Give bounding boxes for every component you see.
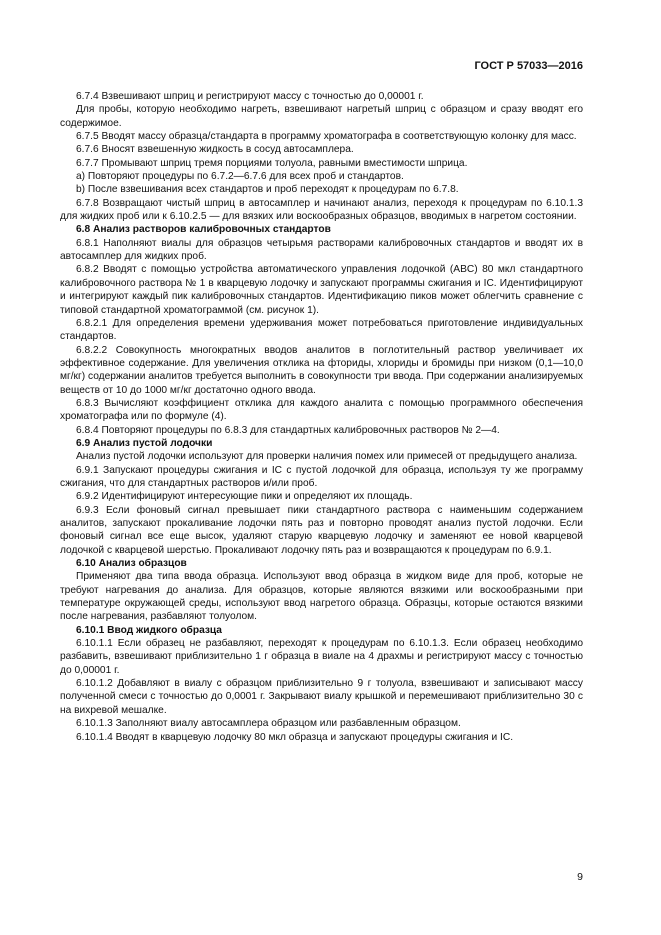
paragraph: Для пробы, которую необходимо нагреть, взвешивают нагретый шприц с образцом и сразу вводят его содержимое. bbox=[60, 104, 583, 129]
paragraph: 6.8.2 Вводят с помощью устройства автоматического управления лодочкой (ABC) 80 мкл стандартного калибровочного раствора № 1 в кварцевую лодочку и запускают программы сжигания и IC. Идентифицируют и интегрируют каждый пик калибровочных стандартов. Идентификацию пиков может облегчить сравнение с типовой стандартной хроматограммой (см. рисунок 1). bbox=[60, 264, 583, 316]
section-heading-6-9: 6.9 Анализ пустой лодочки bbox=[76, 437, 213, 449]
paragraph: Анализ пустой лодочки используют для проверки наличия помех или примесей от предыдущего анализа. bbox=[76, 451, 578, 463]
paragraph: 6.8.2.1 Для определения времени удерживания может потребоваться приготовление индивидуальных стандартов. bbox=[60, 317, 583, 343]
paragraph: 6.9.1 Запускают процедуры сжигания и IC с пустой лодочкой для образца, используя ту же программу сжигания, что для стандартных растворов и/или проб. bbox=[60, 464, 583, 489]
paragraph: 6.9.2 Идентифицируют интересующие пики и определяют их площадь. bbox=[76, 491, 413, 503]
paragraph: b) После взвешивания всех стандартов и проб переходят к процедурам по 6.7.8. bbox=[76, 184, 459, 196]
document-body bbox=[60, 90, 583, 744]
paragraph: Применяют два типа ввода образца. Используют ввод образца в жидком виде для проб, которые не требуют нагревания до анализа. Для образцов, которые являются вязкими или воскообразными при температуре окружающей среды, используют ввод нагретого образца. Образцы, которые остаются вязкими после нагревания, разбавляют толуолом. bbox=[60, 571, 583, 623]
paragraph: 6.8.4 Повторяют процедуры по 6.8.3 для стандартных калибровочных растворов № 2—4. bbox=[76, 424, 500, 436]
paragraph: 6.10.1.1 Если образец не разбавляют, переходят к процедурам по 6.10.1.3. Если образец необходимо разбавить, взвешивают приблизительно 1 г образца в виале на 4 драхмы и регистрируют массу с точностью до 0,00001 г. bbox=[60, 638, 583, 676]
paragraph: 6.7.5 Вводят массу образца/стандарта в программу хроматографа в соответствующую колонку для масс. bbox=[76, 131, 577, 143]
standard-id-header: ГОСТ Р 57033—2016 bbox=[474, 60, 583, 72]
paragraph: 6.9.3 Если фоновый сигнал превышает пики стандартного раствора с наименьшим содержанием аналитов, запускают прокаливание лодочки пять раз и повторно проводят анализ пустой лодочки. Если фоновый сигнал все еще высок, удаляют старую кварцевую лодочку и заменяют ее новой кварцевой лодочкой с кварцевой шерстью. Прокаливают лодочку пять раз и возвращаются к процедурам по 6.9.1. bbox=[60, 504, 583, 556]
paragraph: а) Повторяют процедуры по 6.7.2—6.7.6 для всех проб и стандартов. bbox=[76, 171, 404, 183]
paragraph: 6.7.7 Промывают шприц тремя порциями толуола, равными вместимости шприца. bbox=[76, 157, 468, 169]
paragraph: 6.8.3 Вычисляют коэффициент отклика для каждого аналита с помощью программного обеспечения хроматографа или по формуле (4). bbox=[60, 397, 583, 423]
paragraph: 6.8.2.2 Совокупность многократных вводов аналитов в поглотительный раствор увеличивает их эффективное содержание. Для увеличения отклика на фториды, хлориды и бромиды при низком (0,1—10,0 мг/кг) содержании аналитов требуется выполнить в совокупности три ввода. При содержании анализируемых веществ от 10 до 1000 мг/кг достаточно одного ввода. bbox=[60, 344, 583, 396]
paragraph: 6.7.6 Вносят взвешенную жидкость в сосуд автосамплера. bbox=[76, 144, 354, 156]
page-number: 9 bbox=[577, 871, 583, 883]
paragraph: 6.10.1.3 Заполняют виалу автосамплера образцом или разбавленным образцом. bbox=[76, 718, 461, 730]
section-heading-6-8: 6.8 Анализ растворов калибровочных стандартов bbox=[76, 224, 331, 236]
subsection-heading-6-10-1: 6.10.1 Ввод жидкого образца bbox=[76, 624, 222, 636]
paragraph: 6.8.1 Наполняют виалы для образцов четырьмя растворами калибровочных стандартов и вводят их в автосамплер для жидких проб. bbox=[60, 237, 583, 263]
paragraph: 6.10.1.4 Вводят в кварцевую лодочку 80 мкл образца и запускают процедуры сжигания и IC. bbox=[76, 731, 514, 743]
paragraph: 6.7.8 Возвращают чистый шприц в автосамплер и начинают анализ, переходя к процедурам по 6.10.1.3 для жидких проб или к 6.10.2.5 — для вязких или воскообразных образцов, вводимых в нагретом состоянии. bbox=[60, 197, 583, 223]
paragraph: 6.7.4 Взвешивают шприц и регистрируют массу с точностью до 0,00001 г. bbox=[76, 91, 424, 102]
section-heading-6-10: 6.10 Анализ образцов bbox=[76, 558, 187, 570]
paragraph: 6.10.1.2 Добавляют в виалу с образцом приблизительно 9 г толуола, взвешивают и записывают массу полученной смеси с точностью до 0,0001 г. Закрывают виалу крышкой и перемешивают приблизительно 30 с на вихревой мешалке. bbox=[60, 678, 583, 716]
